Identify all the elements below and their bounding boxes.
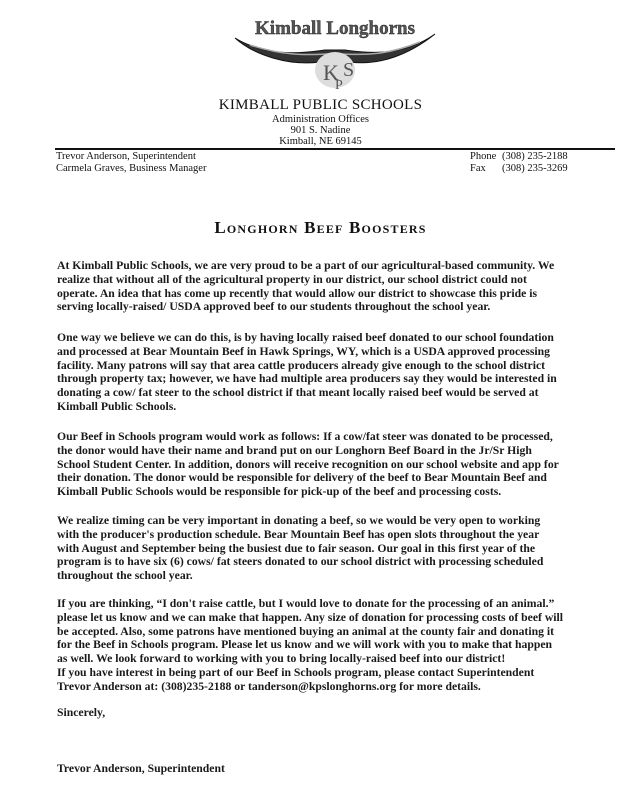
text-line: operate. An idea that has come up recently that would allow our district to showcase this pride is: [57, 286, 538, 300]
address-line: Kimball, NE 69145: [279, 136, 362, 147]
staff-business-manager: Carmela Graves, Business Manager: [56, 163, 207, 174]
phone-label: Phone: [470, 151, 497, 162]
text-line: through property tax; however, we have had multiple area producers say they would be interested in: [57, 372, 557, 386]
svg-text:S: S: [343, 59, 355, 81]
text-line: with August and September being the busiest due to fair season. Our goal in this first year of the: [57, 541, 536, 555]
text-line: We realize timing can be very important in donating a beef, so we would be very open to working: [57, 514, 541, 527]
paragraph: [57, 259, 554, 314]
page-title: Longhorn Beef Boosters: [214, 218, 427, 237]
text-line: for the Beef in Schools program. Please let us know and we will work with you to make that happen: [57, 638, 553, 652]
school-name: KIMBALL PUBLIC SCHOOLS: [218, 97, 423, 113]
text-line: donating a cow/ fat steer to the school district if that meant locally raised beef would be served at: [57, 386, 539, 400]
staff-superintendent: Trevor Anderson, Superintendent: [56, 151, 196, 162]
text-line: be accepted. Also, some patrons have mentioned buying an animal at the county fair and donating it: [57, 624, 554, 638]
text-line: Trevor Anderson at: (308)235-2188 or tanderson@kpslonghorns.org for more details.: [57, 679, 481, 693]
text-line: please let us know and we can make that happen. Any size of donation for processing costs of beef will: [57, 610, 564, 624]
paragraph: [57, 430, 559, 499]
header-divider: [55, 148, 615, 150]
text-line: throughout the school year.: [57, 569, 193, 583]
svg-text:Kimball Longhorns: Kimball Longhorns: [255, 18, 415, 39]
fax-number: (308) 235-3269: [502, 163, 568, 174]
text-line: as well. We look forward to working with you to bring locally-raised beef into our district!: [57, 652, 506, 666]
signature: Trevor Anderson, Superintendent: [57, 762, 225, 775]
fax-label: Fax: [470, 163, 486, 174]
text-line: facility. Many patrons will say that area cattle producers already give enough to the school district: [57, 358, 546, 372]
paragraph: [57, 514, 543, 583]
address-block: [0, 114, 641, 147]
paragraph: [57, 597, 563, 694]
text-line: with the producer's production schedule. Bear Mountain Beef has open slots throughout the year: [57, 527, 540, 541]
text-line: serving locally-raised/ USDA approved beef to our students throughout the school year.: [57, 300, 491, 314]
staff-list: [56, 151, 206, 175]
paragraph: [57, 331, 557, 414]
text-line: realize that without all of the agricultural property in our district, our school district could not: [57, 272, 527, 286]
kimball-longhorns-logo: [230, 14, 440, 94]
text-line: Kimball Public Schools.: [57, 399, 177, 413]
address-line: 901 S. Nadine: [290, 125, 351, 136]
contact-block: [470, 151, 568, 175]
text-line: At Kimball Public Schools, we are very proud to be a part of our agricultural-based community. We: [57, 259, 555, 272]
closing: Sincerely,: [57, 706, 106, 719]
phone-number: (308) 235-2188: [502, 151, 568, 162]
text-line: School Student Center. In addition, donors will receive recognition on our school website and app for: [57, 457, 559, 471]
text-line: One way we believe we can do this, is by having locally raised beef donated to our school foundation: [57, 331, 554, 344]
text-line: and processed at Bear Mountain Beef in Hawk Springs, WY, which is a USDA approved processing: [57, 344, 551, 358]
svg-text:P: P: [335, 78, 343, 93]
text-line: program is to have six (6) cows/ fat steers donated to our school district with processing scheduled: [57, 555, 544, 569]
svg-text:K: K: [323, 60, 339, 85]
text-line: their donation. The donor would be responsible for delivery of the beef to Bear Mountain Beef and: [57, 471, 547, 485]
text-line: the donor would have their name and brand put on our Longhorn Beef Board in the Jr/Sr High: [57, 443, 532, 457]
text-line: If you have interest in being part of our Beef in Schools program, please contact Superintendent: [57, 665, 535, 679]
text-line: Our Beef in Schools program would work as follows: If a cow/fat steer was donated to be processed,: [57, 430, 553, 443]
address-line: Administration Offices: [272, 114, 369, 125]
text-line: If you are thinking, “I don't raise cattle, but I would love to donate for the processing of an animal.”: [57, 597, 555, 610]
text-line: Kimball Public Schools would be responsible for pick-up of the beef and processing costs.: [57, 485, 502, 499]
